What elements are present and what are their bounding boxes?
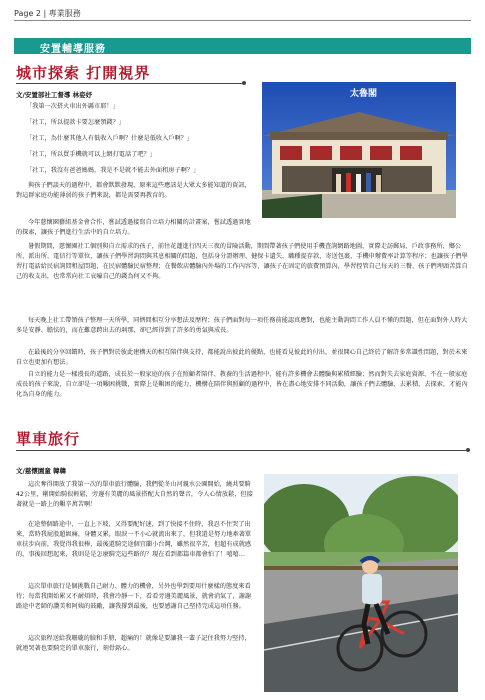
article1-quote: 「我第一次搭火車出外縣市耶！」	[26, 103, 119, 110]
header-rule	[14, 20, 471, 21]
article1-paragraph: 暑假期間，慈懷園社工個別與自立需求的孩子，前往花蓮進行四天三夜的冒險活動，期間帶著孩子們使用手機查詢網路地圖，實際走訪郵局、戶政事務所、鄉公所、派出所、電信行等單位，讓孩子們學習詢問與其息相關的問題，包括身分證辦理、健保卡遺失、職種提存款、寄送包裹、手機申辦費率計算等程序；也讓孩子們學習打電話給民宿詢問租屋問題，在民宿體驗民宿整理；在餐飲店體驗內外場的工作內容等，讓孩子在固定的旅費預算內，學習控管自己每天的三餐，孩子們埋頭苦算自己的收支出，也常常向社工哀嚎自己的錢為何又不夠。	[16, 243, 468, 280]
article2-byline: 文/慈懷園童 韓韓	[16, 467, 67, 475]
article1-paragraph: 與孩子們談天的過程中，都會默默發現，原來這些應該是大眾大多能知道的資訊，對這群家庭功能薄弱的孩子們來說，都是需要再教育的。	[16, 182, 251, 199]
article2-paragraph: 這次奪得開放了我第一次的單車旅行體驗，我們從冬山河親水公園開始，繞共要騎42公里，剛開始騎很輕鬆，旁邊有美麗的風景搭配大自然的聲音，令人心情放鬆，但接著就是一路上的艱辛萬苦啊！	[16, 481, 253, 508]
article1-quote: 「社工，所以買手機就可以上網打電話了吧？」	[26, 151, 156, 158]
article1-paragraph: 自立的能力是一樣漫長的道路，成長於一般家庭的孩子在照顧者陪伴、教養的生活過程中，能有許多機會去體驗與累積經驗；然而對失去家庭資源、不在一般家庭成長的孩子來說，自立卻是一項艱困挑戰，實際上是艱困的能力，機構在陪伴與照顧的過程中，皆在盡心地安排不同活動，讓孩子們去體驗、去累積、去探索，才能內化為自身的能力。	[16, 371, 468, 398]
article1-paragraph: 每天晚上社工帶領孩子整理一天所學，同儕間相互分享想法及歷程；孩子們面對每一項任務前能認真應對，也能主動詢問工作人員不懂的問題，但在面對外人時大多是安靜、膽怯的，而在難意跨出去的剎那，卻已經得到了許多的勇氣與成長。	[16, 317, 468, 334]
cycling-photo	[264, 474, 458, 692]
article2-title-rule	[16, 450, 468, 451]
page-header: Page 2 | 專業服務	[14, 9, 81, 18]
article1-quote: 「社工，我沒有爸爸媽媽，我是不是就不能去外面租房子啊？」	[26, 167, 200, 174]
station-illustration	[262, 82, 456, 218]
article2-paragraph: 在途整個路途中，一直上下坡，又得要配好速，到了快接不住時，我忍不住哭了出來，當時我屁股超級痛，身體又累，眼淚一不小心就流出來了，但我還是努力地牽著單車扶步向前，我覺得我很棒，最後還騎完途個宜蘭小台灣，雖然很辛苦，但超有成就感的，事後回想起來，我則是是怎麼騎完這些路的？現在看到都篇車都會怕了！嘻嘻…	[16, 521, 252, 558]
station-sign: 太魯閣	[350, 89, 378, 99]
article2-rule-dot	[466, 448, 470, 452]
article1-title-rule	[16, 83, 244, 84]
section-title: 安置輔導服務	[40, 44, 106, 55]
station-photo	[262, 82, 456, 218]
article1-paragraph: 在最後的分享回饋時，孩子們對於彼此建構天的相互陪伴與支持，都能說出彼此的優點，也能看見彼此的付出，並很開心自己終於了解許多常識性問題，對於未來自立也更加有想法。	[16, 349, 468, 366]
article2-paragraph: 這次旅程送給我珊瓏的臉和手膀，超痛的！就像是要讓我一輩子記住我努力堅持，就連哭著也要騎完的單車旅行，刻骨銘心。	[16, 635, 251, 652]
cycling-illustration	[264, 474, 458, 692]
article1-paragraph: 今年慈懷園藝組基金會合作，嘗試透過接寫自立培力相關的計畫案，嘗試透過實地的探索，讓孩子們進行生活中的自立培力。	[16, 219, 251, 236]
article1-quote: 「社工，為什麼其他人有低收入戶啊？什麼是低收入戶啊？」	[26, 135, 194, 142]
article1-byline: 文/安置部社工督導 林姿妤	[16, 91, 93, 99]
article2-paragraph: 這次單車旅行是個挑戰自己耐力、體力的機會，另外也學到要用什麼樣的態度來看待；每當我開始累又不耐煩時，我會冷靜一下，看看旁邊美麗風景，就會消氣了，謝謝路途中老師的讚美和阿姨的鼓勵，讓我撐到最後，也要感謝自己堅持完成這項任務。	[16, 583, 252, 610]
article1-quote: 「社工，所以提款卡要怎麼領錢？」	[26, 119, 125, 126]
article1-rule-dot	[242, 81, 246, 85]
article2-title: 單車旅行	[16, 430, 81, 448]
article1-title: 城市探索 打開視界	[16, 64, 151, 82]
